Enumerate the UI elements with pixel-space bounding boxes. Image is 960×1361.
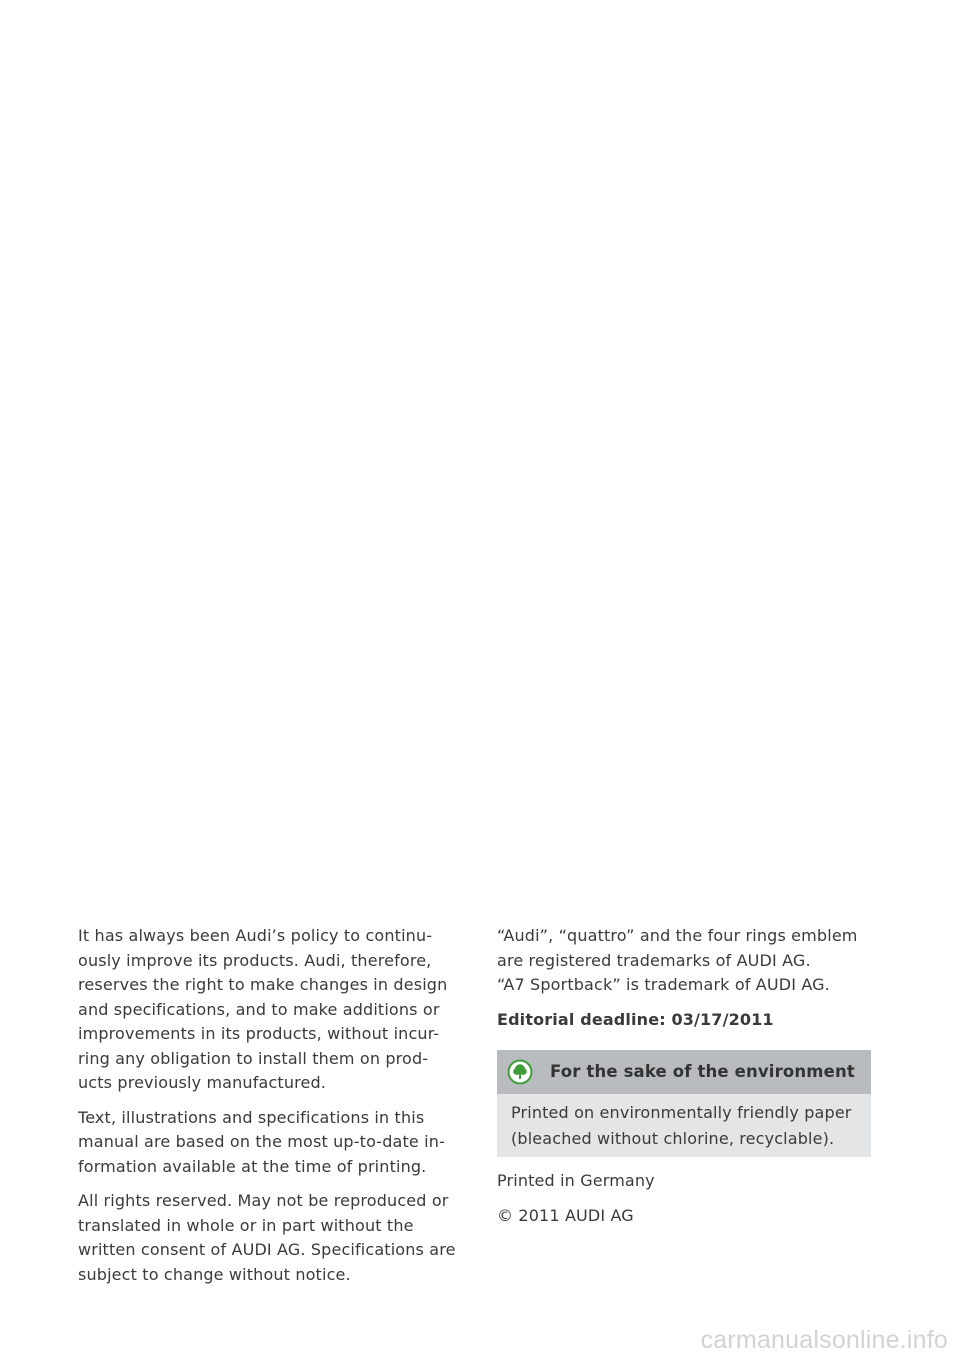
environment-box-title: For the sake of the environment bbox=[550, 1061, 855, 1081]
environment-box-header bbox=[497, 1050, 871, 1094]
watermark: carmanualsonline.info bbox=[700, 1326, 948, 1354]
trademark-paragraph: “Audi”, “quattro” and the four rings emblem are registered trademarks of AUDI AG. “A7 Sportback” is trademark of AUDI AG. bbox=[497, 926, 858, 994]
copyright: © 2011 AUDI AG bbox=[497, 1205, 634, 1225]
rights-paragraph: All rights reserved. May not be reproduced or translated in whole or in part without the written consent of AUDI AG. Specifications are subject to change without notice. bbox=[78, 1191, 456, 1284]
environment-box-body: Printed on environmentally friendly paper (bleached without chlorine, recyclable). bbox=[497, 1094, 871, 1157]
right-column bbox=[497, 924, 875, 1238]
left-column bbox=[78, 924, 458, 1297]
tree-icon bbox=[507, 1059, 533, 1085]
environment-box bbox=[497, 1050, 871, 1157]
editorial-deadline: Editorial deadline: 03/17/2011 bbox=[497, 1009, 774, 1029]
printing-info-paragraph: Text, illustrations and specifications in this manual are based on the most up-to-date in- formation available at the time of printing. bbox=[78, 1107, 445, 1176]
policy-paragraph: It has always been Audi’s policy to continu- ously improve its products. Audi, therefore, reserves the right to make changes in design and specifications, and to make additions or improvements in its products, without incur- ring any obligation to install them on prod- ucts previously manufactured. bbox=[78, 926, 448, 1092]
printed-in: Printed in Germany bbox=[497, 1171, 655, 1190]
